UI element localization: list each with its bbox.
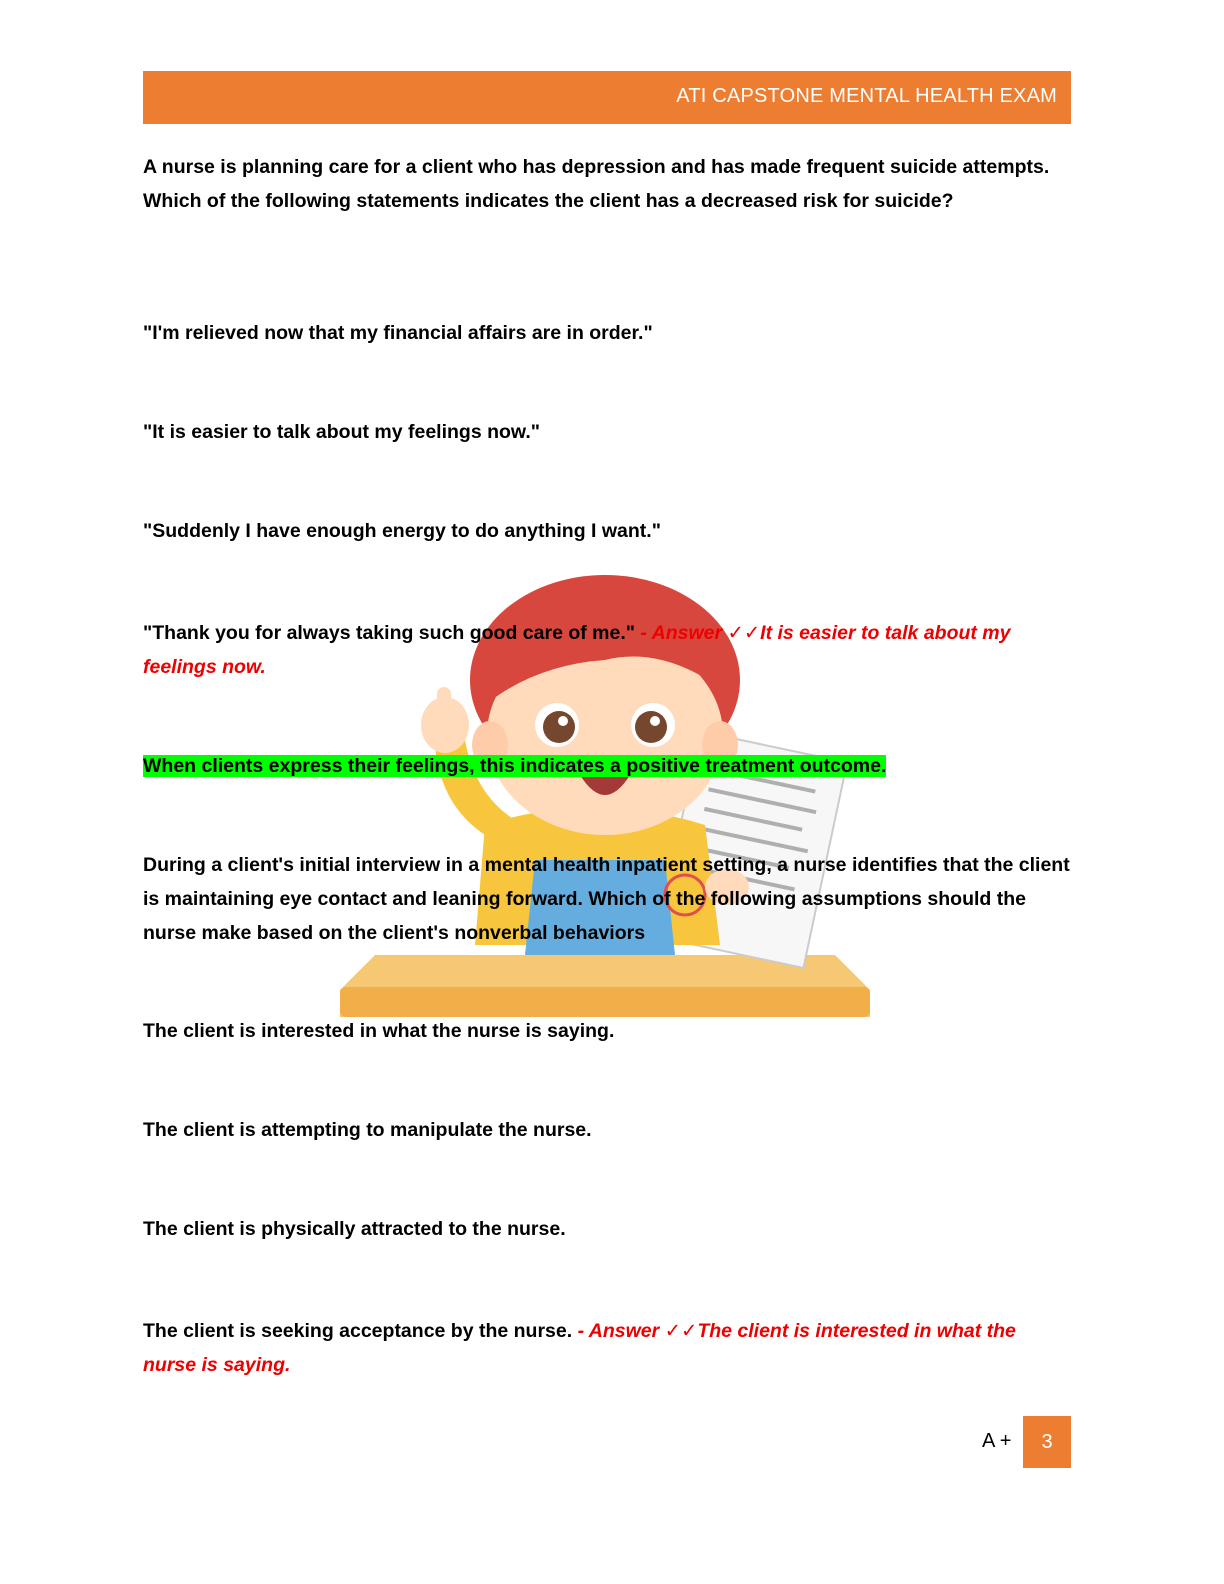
question-1-stem: A nurse is planning care for a client who has depression and has made frequent suicide attempts. Which of the following statements indicates the client has a decreased risk for suicide?: [143, 156, 1050, 212]
q2-option-1: The client is interested in what the nurse is saying.: [143, 1020, 615, 1042]
q1-rationale-paragraph: [143, 749, 1073, 783]
q1-option-4-with-answer: [143, 616, 1073, 684]
q2-option-2: The client is attempting to manipulate the nurse.: [143, 1119, 592, 1141]
header-title: ATI CAPSTONE MENTAL HEALTH EXAM: [676, 85, 1057, 107]
q1-option-1: "I'm relieved now that my financial affairs are in order.": [143, 322, 653, 344]
q2-option-4: The client is seeking acceptance by the nurse.: [143, 1320, 573, 1342]
header-bar: [143, 71, 1071, 124]
question-2-stem: During a client's initial interview in a mental health inpatient setting, a nurse identifies that the client is maintaining eye contact and leaning forward. Which of the following assumptions should the nurse make based on the client's nonverbal behaviors: [143, 854, 1070, 944]
page-number-badge: 3: [1023, 1416, 1071, 1468]
q2-answer: Answer ✓✓The client is interested in what the nurse is saying.: [143, 1320, 1016, 1376]
q2-option-3: The client is physically attracted to the nurse.: [143, 1218, 566, 1240]
q2-answer-separator: -: [572, 1320, 589, 1342]
q1-option-4: "Thank you for always taking such good care of me.": [143, 622, 636, 644]
q1-rationale: When clients express their feelings, this indicates a positive treatment outcome.: [143, 755, 887, 777]
q1-option-3: "Suddenly I have enough energy to do anything I want.": [143, 520, 661, 542]
footer-grade: A +: [982, 1430, 1012, 1452]
q1-option-2: "It is easier to talk about my feelings now.": [143, 421, 541, 443]
q1-answer-separator: -: [635, 622, 652, 644]
q1-answer: Answer ✓✓It is easier to talk about my feelings now.: [143, 622, 1011, 678]
q2-option-4-with-answer: [143, 1314, 1073, 1382]
